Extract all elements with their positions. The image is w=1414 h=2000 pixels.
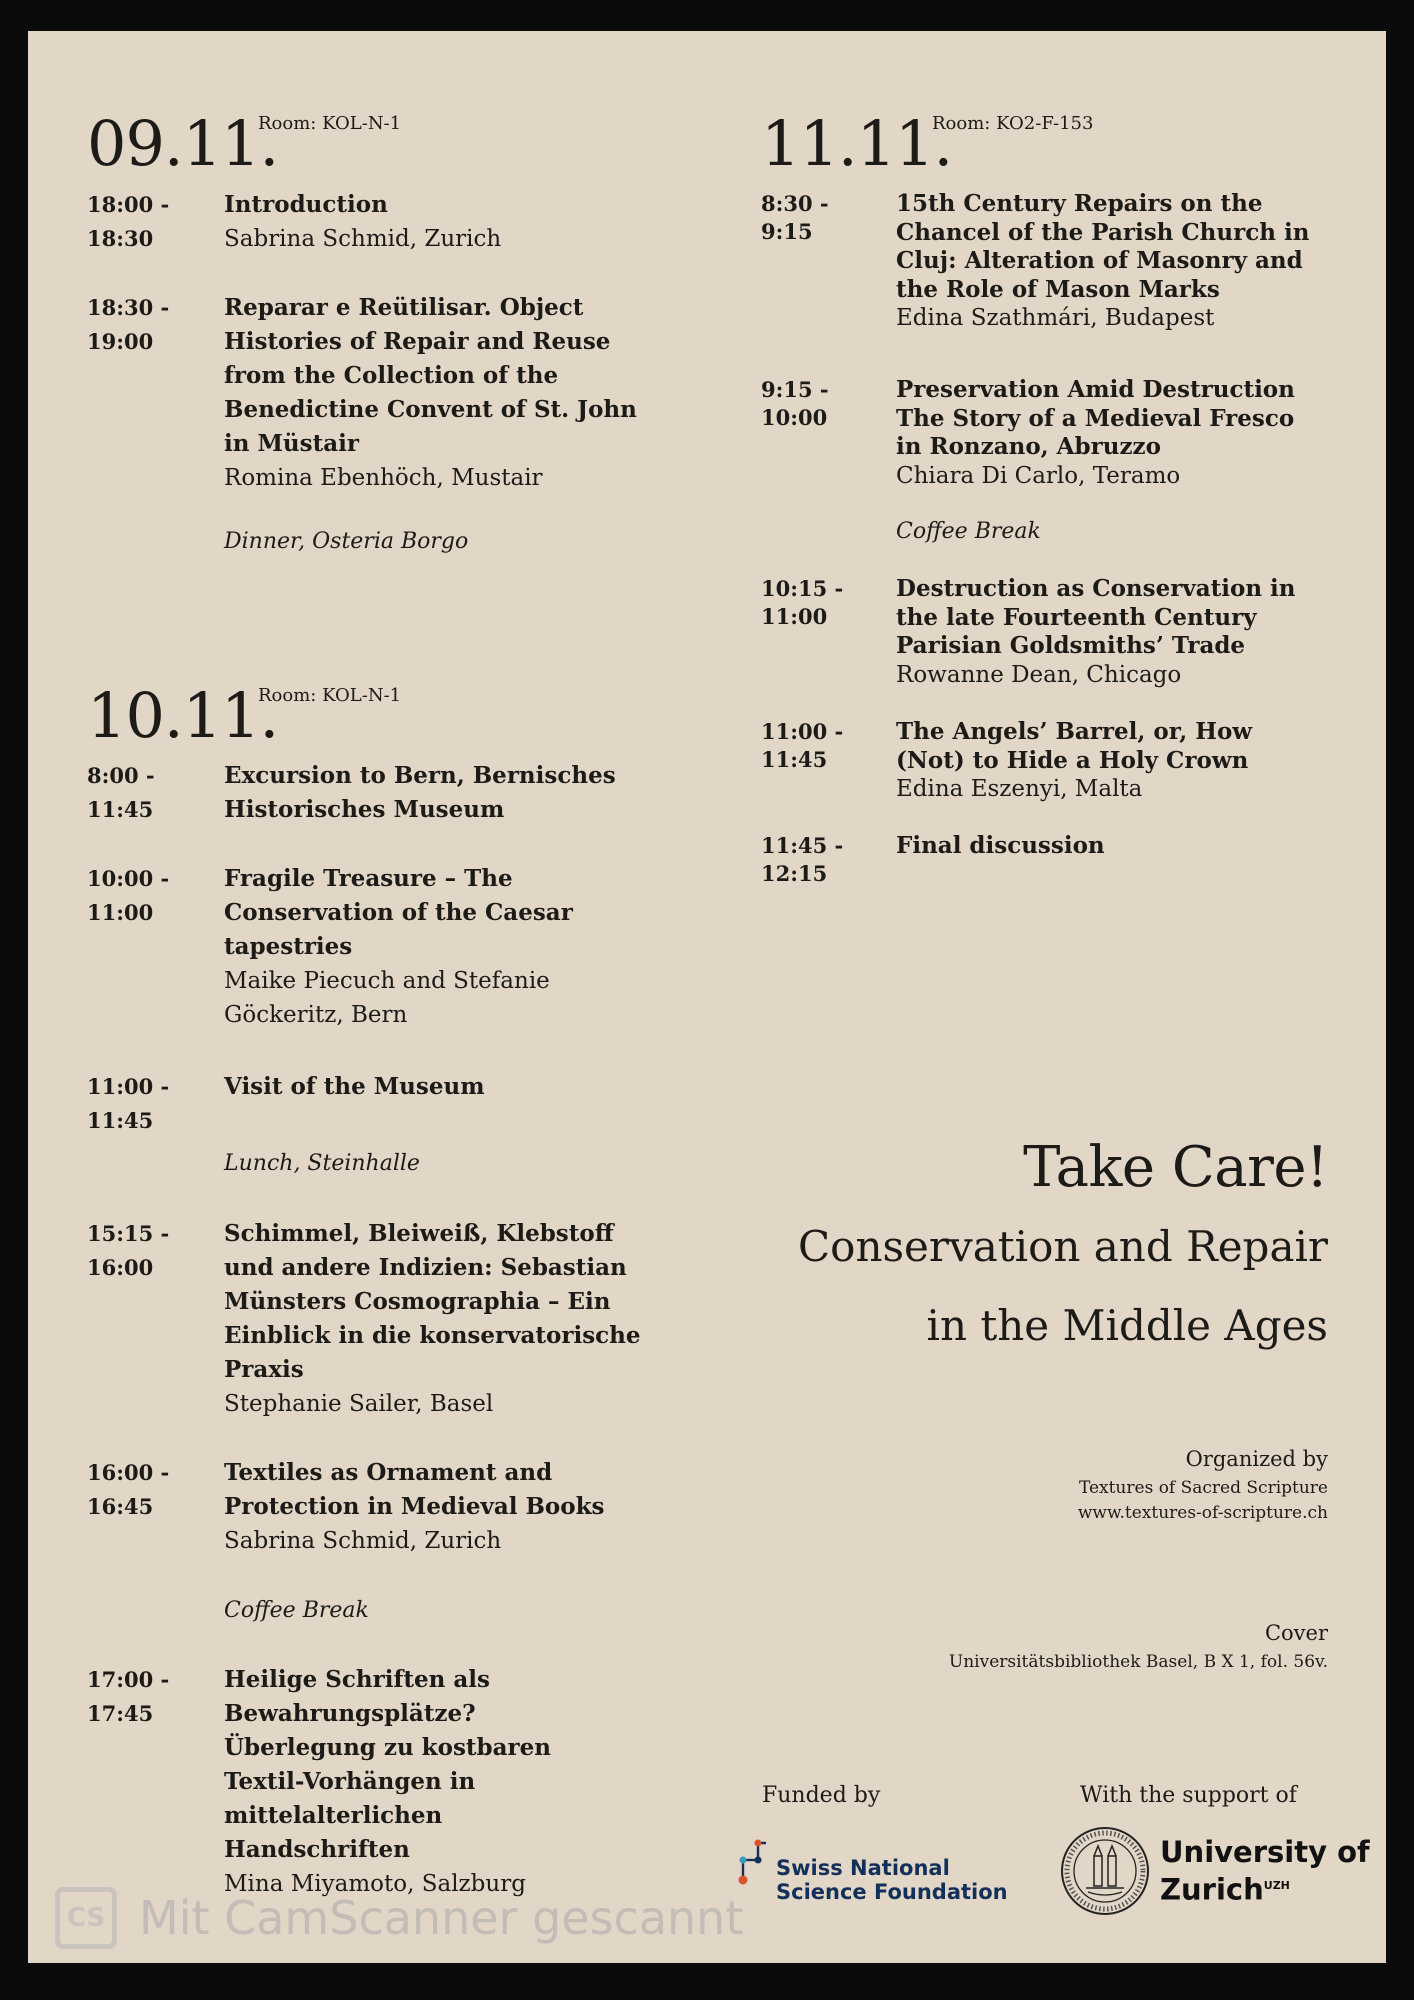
event-title: Take Care! bbox=[1023, 1135, 1328, 1200]
session-title: Fragile Treasure – The Conservation of the Caesar tapestries bbox=[224, 865, 573, 960]
session-title: Preservation Amid Destruction The Story of a Medieval Fresco in Ronzano, Abruzzo bbox=[896, 376, 1295, 460]
uzh-name bbox=[1160, 1835, 1370, 1907]
session-speaker: Romina Ebenhöch, Mustair bbox=[224, 465, 543, 491]
day-room: Room: KO2-F-153 bbox=[932, 113, 1094, 134]
session-title: Textiles as Ornament and Protection in Medieval Books bbox=[224, 1459, 605, 1520]
support-label: With the support of bbox=[1080, 1783, 1297, 1808]
session-time: 18:00 - 18:30 bbox=[87, 192, 170, 251]
day-09-11 bbox=[87, 107, 647, 180]
session-time: 18:30 - 19:00 bbox=[87, 295, 170, 354]
session-time: 8:00 - 11:45 bbox=[87, 763, 155, 822]
session-time: 11:00 - 11:45 bbox=[87, 1074, 170, 1133]
session-speaker: Mina Miyamoto, Salzburg bbox=[224, 1871, 526, 1897]
session-time: 16:00 - 16:45 bbox=[87, 1460, 170, 1519]
funded-by-label: Funded by bbox=[762, 1783, 881, 1808]
snsf-name-line2: Science Foundation bbox=[776, 1880, 1008, 1904]
program-page bbox=[28, 31, 1386, 1963]
snsf-name bbox=[776, 1856, 1008, 1904]
session-time: 15:15 - 16:00 bbox=[87, 1221, 170, 1280]
break-note: Coffee Break bbox=[224, 1598, 369, 1623]
uzh-abbrev: UZH bbox=[1263, 1879, 1290, 1892]
day-10-11 bbox=[87, 679, 647, 752]
cover-block bbox=[949, 1619, 1328, 1675]
camscanner-watermark bbox=[55, 1886, 743, 1950]
event-title-block bbox=[798, 1135, 1328, 1350]
session-title: Visit of the Museum bbox=[224, 1073, 485, 1100]
session-time: 9:15 - 10:00 bbox=[761, 377, 829, 430]
day-11-11 bbox=[761, 107, 1361, 180]
session-time: 17:00 - 17:45 bbox=[87, 1667, 170, 1726]
break-note: Lunch, Steinhalle bbox=[224, 1151, 420, 1176]
uzh-name-line2 bbox=[1160, 1869, 1370, 1907]
session-title: The Angels’ Barrel, or, How (Not) to Hide a Holy Crown bbox=[896, 718, 1253, 774]
session-speaker: Edina Szathmári, Budapest bbox=[896, 305, 1215, 331]
session-speaker: Edina Eszenyi, Malta bbox=[896, 776, 1143, 802]
day-date: 11.11. bbox=[761, 107, 953, 180]
organizer-name: Textures of Sacred Scripture bbox=[1078, 1478, 1328, 1498]
organizer-url: www.textures-of-scripture.ch bbox=[1077, 1503, 1328, 1523]
session-title: Introduction bbox=[224, 191, 388, 218]
event-subtitle-line1: Conservation and Repair bbox=[798, 1222, 1328, 1271]
break-note: Coffee Break bbox=[896, 519, 1041, 544]
cover-label: Cover bbox=[1264, 1621, 1328, 1645]
day-room: Room: KOL-N-1 bbox=[258, 113, 402, 134]
session-speaker: Stephanie Sailer, Basel bbox=[224, 1391, 494, 1417]
session-speaker: Rowanne Dean, Chicago bbox=[896, 661, 1182, 688]
session-title: 15th Century Repairs on the Chancel of the Parish Church in Cluj: Alteration of Masonry and the Role of Mason Marks bbox=[896, 190, 1310, 303]
session-title: Excursion to Bern, Bernisches Historisches Museum bbox=[224, 762, 616, 823]
session-title: Final discussion bbox=[896, 832, 1105, 859]
session-speaker: Maike Piecuch and Stefanie Göckeritz, Bern bbox=[224, 968, 550, 1028]
session-time: 10:15 - 11:00 bbox=[761, 576, 844, 629]
break-note: Dinner, Osteria Borgo bbox=[224, 529, 469, 554]
organizer-block bbox=[1078, 1445, 1328, 1526]
camscanner-logo-icon: CS bbox=[55, 1887, 117, 1949]
session-time: 11:00 - 11:45 bbox=[761, 719, 844, 772]
event-subtitle-line2: in the Middle Ages bbox=[926, 1301, 1328, 1350]
session-time: 8:30 - 9:15 bbox=[761, 191, 829, 244]
session-speaker: Sabrina Schmid, Zurich bbox=[224, 1528, 502, 1554]
session-time: 10:00 - 11:00 bbox=[87, 866, 170, 925]
cover-source: Universitätsbibliothek Basel, B X 1, fol. 56v. bbox=[948, 1652, 1328, 1672]
uzh-zurich: Zurich bbox=[1160, 1872, 1264, 1907]
organized-label: Organized by bbox=[1185, 1447, 1328, 1471]
session-time: 11:45 - 12:15 bbox=[761, 833, 844, 886]
day-date: 09.11. bbox=[87, 107, 279, 180]
session-speaker: Chiara Di Carlo, Teramo bbox=[896, 462, 1181, 489]
snsf-name-line1: Swiss National bbox=[776, 1856, 950, 1880]
uzh-name-line1: University of bbox=[1160, 1835, 1370, 1869]
session-title: Destruction as Conservation in the late Fourteenth Century Parisian Goldsmiths’ Trade bbox=[896, 575, 1296, 659]
session-title: Schimmel, Bleiweiß, Klebstoff und andere Indizien: Sebastian Münsters Cosmographia – Ein Einblick in die konservatorische Praxis bbox=[224, 1220, 641, 1383]
day-date: 10.11. bbox=[87, 679, 279, 752]
session-title: Reparar e Reütilisar. Object Histories of Repair and Reuse from the Collection of the Benedictine Convent of St. John in Müstair bbox=[224, 294, 637, 457]
session-speaker: Sabrina Schmid, Zurich bbox=[224, 226, 502, 252]
day-room: Room: KOL-N-1 bbox=[258, 685, 402, 706]
snsf-logo-icon bbox=[736, 1810, 766, 1890]
uzh-seal-icon bbox=[1060, 1826, 1150, 1916]
session-title: Heilige Schriften als Bewahrungsplätze? Überlegung zu kostbaren Textil-Vorhängen in mittelalterlichen Handschriften bbox=[224, 1666, 551, 1863]
watermark-text: Mit CamScanner gescannt bbox=[139, 1891, 744, 1945]
